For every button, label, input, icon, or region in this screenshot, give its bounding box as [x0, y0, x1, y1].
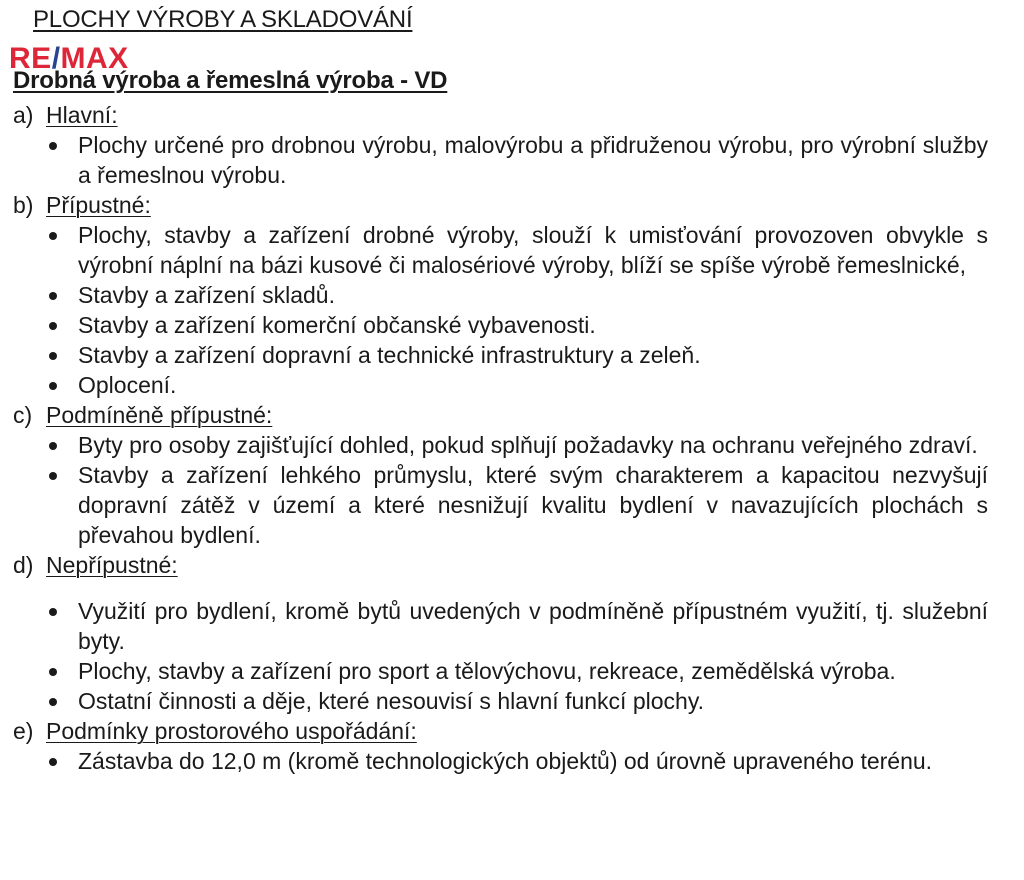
bullet-icon: [46, 310, 78, 340]
list-item: [13, 280, 988, 310]
list-item-text: Stavby a zařízení dopravní a technické infrastruktury a zeleň.: [78, 342, 701, 368]
list-item-text: Stavby a zařízení lehkého průmyslu, které svým charakterem a kapacitou nezvyšují dopravní zátěž v území a které nesnižují kvalitu bydlení v navazujících plochách s převahou bydlení.: [78, 462, 988, 548]
list-item-text: Byty pro osoby zajišťující dohled, pokud splňují požadavky na ochranu veřejného zdraví.: [78, 432, 978, 458]
list-item: [13, 220, 988, 280]
subsection-heading-permitted: [13, 190, 988, 220]
subsection-letter: e): [13, 718, 34, 744]
logo-slash: /: [51, 42, 61, 75]
subsection-label: Nepřípustné:: [46, 552, 178, 578]
list-item: [13, 370, 988, 400]
subsection-list-conditional: [13, 430, 988, 550]
subsection-heading-spatial: [13, 716, 988, 746]
spacer: [13, 580, 988, 596]
list-item: [13, 746, 988, 776]
subsection-heading-main: [13, 100, 988, 130]
bullet-icon: [46, 370, 78, 400]
bullet-icon: [46, 340, 78, 370]
subsection-list-spatial: [13, 746, 988, 776]
subsection-list-prohibited: [13, 596, 988, 716]
regulation-content: [13, 100, 988, 776]
list-item: [13, 310, 988, 340]
list-item-text: Stavby a zařízení komerční občanské vybavenosti.: [78, 312, 596, 338]
list-item: [13, 340, 988, 370]
list-item: [13, 430, 988, 460]
document-title: PLOCHY VÝROBY A SKLADOVÁNÍ: [33, 6, 413, 33]
bullet-icon: [46, 430, 78, 460]
subsection-label: Podmíněně přípustné:: [46, 402, 273, 428]
list-item-text: Stavby a zařízení skladů.: [78, 282, 335, 308]
bullet-icon: [46, 130, 78, 190]
list-item-text: Plochy určené pro drobnou výrobu, malovýrobu a přidruženou výrobu, pro výrobní služby a řemeslnou výrobu.: [78, 132, 988, 188]
list-item-text: Oplocení.: [78, 372, 177, 398]
list-item-text: Zástavba do 12,0 m (kromě technologických objektů) od úrovně upraveného terénu.: [78, 748, 933, 774]
logo-text-right: MAX: [60, 42, 129, 75]
subsection-list-main: [13, 130, 988, 190]
bullet-icon: [46, 686, 78, 716]
list-item-text: Plochy, stavby a zařízení pro sport a tělovýchovu, rekreace, zemědělská výroba.: [78, 658, 896, 684]
list-item: [13, 596, 988, 656]
list-item-text: Ostatní činnosti a děje, které nesouvisí s hlavní funkcí plochy.: [78, 688, 705, 714]
list-item-text: Využití pro bydlení, kromě bytů uvedených v podmíněně přípustném využití, tj. služební byty.: [78, 598, 988, 654]
subsection-letter: c): [13, 402, 33, 428]
bullet-icon: [46, 460, 78, 550]
list-item: [13, 656, 988, 686]
list-item-text: Plochy, stavby a zařízení drobné výroby, slouží k umisťování provozoven obvykle s výrobní náplní na bázi kusové či malosériové výroby, blíží se spíše výrobě řemeslnické,: [78, 222, 988, 278]
subsection-letter: a): [13, 102, 34, 128]
subsection-heading-conditional: [13, 400, 988, 430]
list-item: [13, 130, 988, 190]
section-title: Drobná výroba a řemeslná výroba - VD: [13, 67, 448, 94]
bullet-icon: [46, 280, 78, 310]
subsection-letter: b): [13, 192, 34, 218]
bullet-icon: [46, 220, 78, 280]
subsection-heading-prohibited: [13, 550, 988, 580]
list-item: [13, 686, 988, 716]
logo-text-left: RE: [9, 42, 52, 75]
bullet-icon: [46, 596, 78, 656]
bullet-icon: [46, 746, 78, 776]
subsection-label: Podmínky prostorového uspořádání:: [46, 718, 417, 744]
bullet-icon: [46, 656, 78, 686]
subsection-letter: d): [13, 552, 34, 578]
subsection-list-permitted: [13, 220, 988, 400]
list-item: [13, 460, 988, 550]
subsection-label: Přípustné:: [46, 192, 151, 218]
subsection-label: Hlavní:: [46, 102, 118, 128]
